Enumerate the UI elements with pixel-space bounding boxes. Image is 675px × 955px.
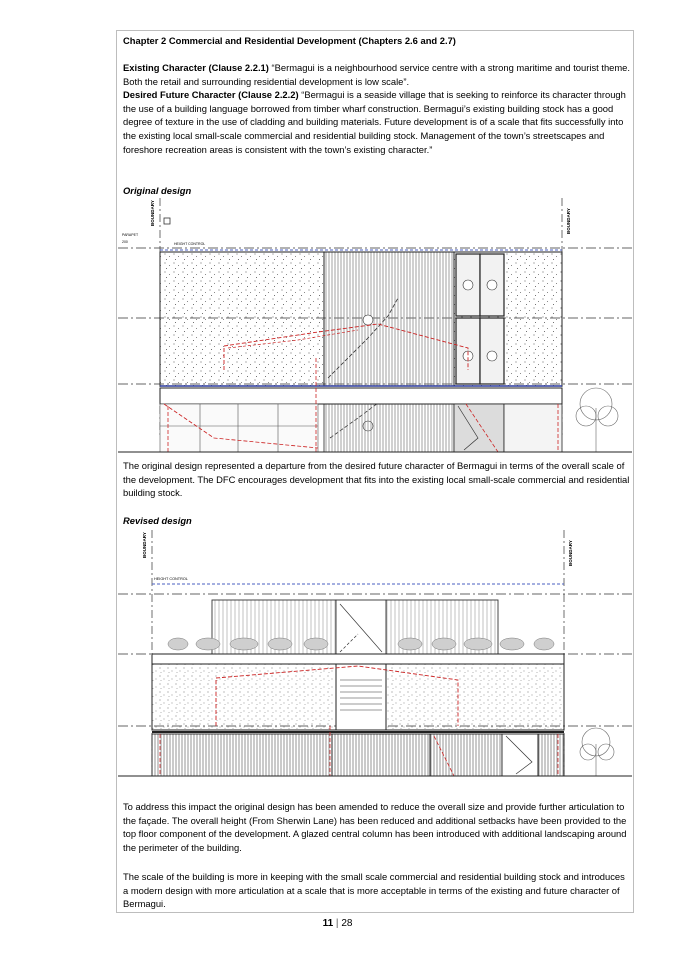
existing-character-text: “Bermagui is a neighbourhood service centre with a strong maritime and tourist theme. Both the retail and surrounding residential development is low scale”. (123, 62, 631, 87)
revised-boundary-label-left: BOUNDARY (142, 532, 147, 558)
original-design-elevation (118, 198, 632, 456)
parapet-value: 200 (122, 240, 128, 244)
page-total: 28 (341, 918, 353, 929)
revised-design-elevation (118, 530, 632, 792)
revised-design-caption: To address this impact the original design has been amended to reduce the overall size and provide further articulation to the façade. The overall height (From Sherwin Lane) has been reduced and additional setbacks have been provided to the top floor component of the development. A glazed central column has been introduced with additional landscaping around the perimeter of the building. (123, 801, 627, 853)
future-character-text: “Bermagui is a seaside village that is seeking to reinforce its character through the use of a building language borrowed from timber wharf construction. Bermagui’s existing building stock has a good degree of texture in the use of cladding and building materials. Future development is of a scale that fits successfully into the existing local small-scale commercial and residential building stock. Management of the town’s streetscapes and foreshore recreation areas is consistent with the town’s existing character.” (123, 89, 626, 155)
future-character-label: Desired Future Character (Clause 2.2.2) (123, 89, 299, 101)
page-current: 11 (322, 918, 334, 929)
revised-design-label: Revised design (123, 515, 192, 526)
existing-character-label: Existing Character (Clause 2.2.1) (123, 62, 269, 73)
revised-design-conclusion: The scale of the building is more in keeping with the small scale commercial and residential building stock and introduces a modern design with more articulation at a scale that is more acceptable in terms of the existing and future character of Bermagui. (123, 871, 625, 910)
original-design-caption: The original design represented a departure from the desired future character of Bermagui in terms of the overall scale of the development. The DFC encourages development that fits into the existing local small-scale commercial and residential building stock. (123, 460, 630, 499)
boundary-label-right: BOUNDARY (566, 208, 571, 234)
chapter-heading: Chapter 2 Commercial and Residential Development (Chapters 2.6 and 2.7) (123, 35, 456, 46)
height-control-label: HEIGHT CONTROL (174, 242, 206, 246)
boundary-label-left: BOUNDARY (150, 200, 155, 226)
revised-boundary-label-right: BOUNDARY (568, 540, 573, 566)
page-number (0, 918, 675, 929)
original-design-label: Original design (123, 185, 192, 196)
revised-height-control-label: HEIGHT CONTROL (154, 577, 188, 581)
character-paragraph (123, 61, 631, 156)
page-separator: | (335, 918, 339, 929)
parapet-label: PARAPET (122, 233, 139, 237)
